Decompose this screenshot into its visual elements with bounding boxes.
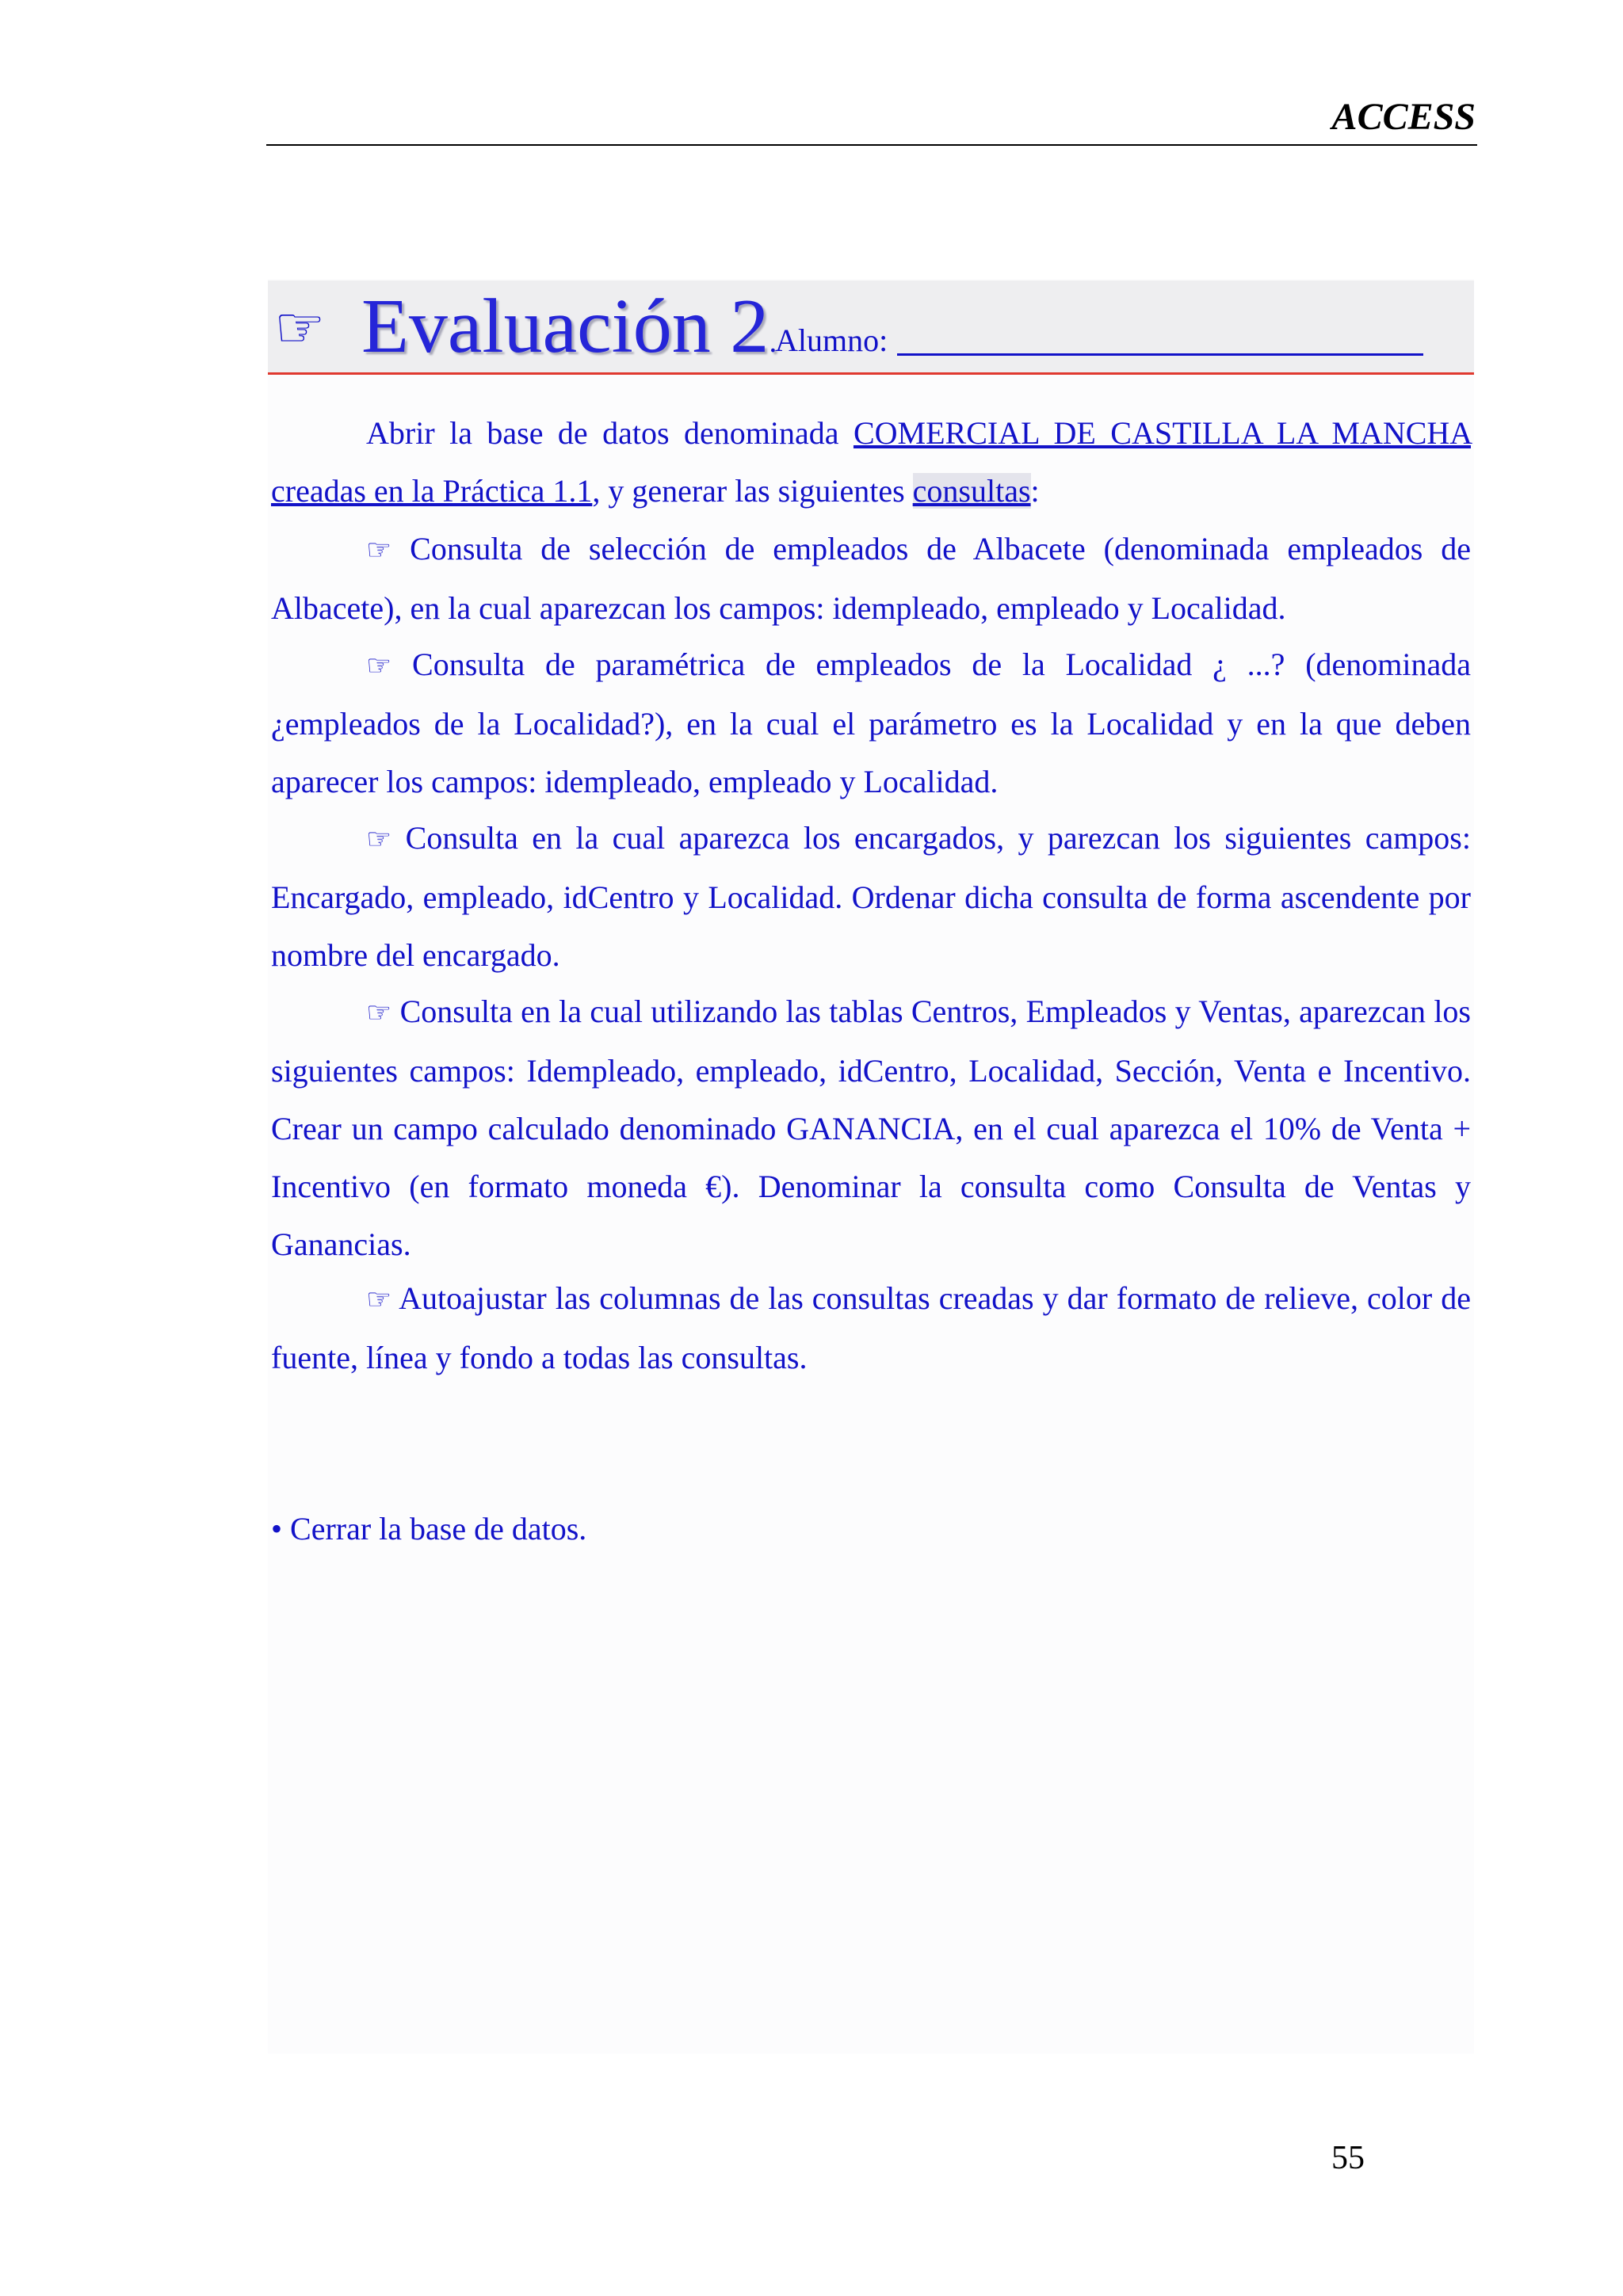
intro-text-2: , y generar las siguientes [592, 473, 913, 509]
list-item-text: Consulta en la cual aparezca los encargados, y parezcan los siguientes campos: Encargado, empleado, idCentro y Localidad. Ordenar dicha consulta de forma ascendente por nombre del encargado. [271, 820, 1471, 973]
list-item [271, 809, 1471, 984]
list-item-text: Consulta de paramétrica de empleados de la Localidad ¿ ...? (denominada ¿empleados de la Localidad?), en la cual el parámetro es la Localidad y en la que deben aparecer los campos: idempleado, empleado y Localidad. [271, 646, 1472, 799]
intro-paragraph [271, 404, 1471, 520]
running-header: ACCESS [1331, 96, 1476, 138]
list-item-text: Autoajustar las columnas de las consultas creadas y dar formato de relieve, color de fuente, línea y fondo a todas las consultas. [271, 1280, 1471, 1375]
list-item [271, 982, 1471, 1273]
consultas-link[interactable]: consultas [912, 473, 1031, 509]
header-rule [266, 144, 1477, 146]
list-item [271, 1269, 1471, 1386]
section-title [361, 279, 777, 389]
intro-text-3: : [1030, 473, 1040, 509]
closing-text: Cerrar la base de datos. [290, 1511, 587, 1547]
page-number: 55 [1331, 2140, 1365, 2176]
pointing-hand-icon: ☞ [366, 823, 392, 856]
list-item-text: Consulta de selección de empleados de Albacete (denominada empleados de Albacete), en la cual aparezcan los campos: idempleado, empleado y Localidad. [271, 531, 1472, 626]
title-separator: . [769, 323, 777, 359]
pointing-hand-icon: ☞ [366, 534, 392, 566]
practice-link[interactable]: creadas en la Práctica 1.1 [271, 473, 593, 509]
list-item [271, 520, 1471, 637]
database-link[interactable]: COMERCIAL DE CASTILLA LA MANCHA [853, 415, 1471, 451]
student-name-label: Alumno: [775, 322, 888, 358]
pointing-hand-icon: ☞ [274, 294, 326, 360]
intro-text-1: Abrir la base de datos denominada [366, 415, 854, 451]
list-item-text: Consulta en la cual utilizando las tablas Centros, Empleados y Ventas, aparezcan los siguientes campos: Idempleado, empleado, idCentro, Localidad, Sección, Venta e Incentivo. Crear un campo calculado denominado GANANCIA, en el cual aparezca el 10% de Venta + Incentivo (en formato moneda €). Denominar la consulta como Consulta de Ventas y Ganancias. [271, 994, 1472, 1262]
pointing-hand-icon: ☞ [366, 650, 392, 682]
section-title-text: Evaluación 2 [361, 284, 769, 369]
closing-step [271, 1500, 1471, 1558]
pointing-hand-icon: ☞ [366, 997, 392, 1029]
pointing-hand-icon: ☞ [366, 1283, 392, 1316]
bullet-icon: • [271, 1511, 283, 1547]
list-item [271, 635, 1471, 810]
student-name-blank [897, 353, 1423, 356]
